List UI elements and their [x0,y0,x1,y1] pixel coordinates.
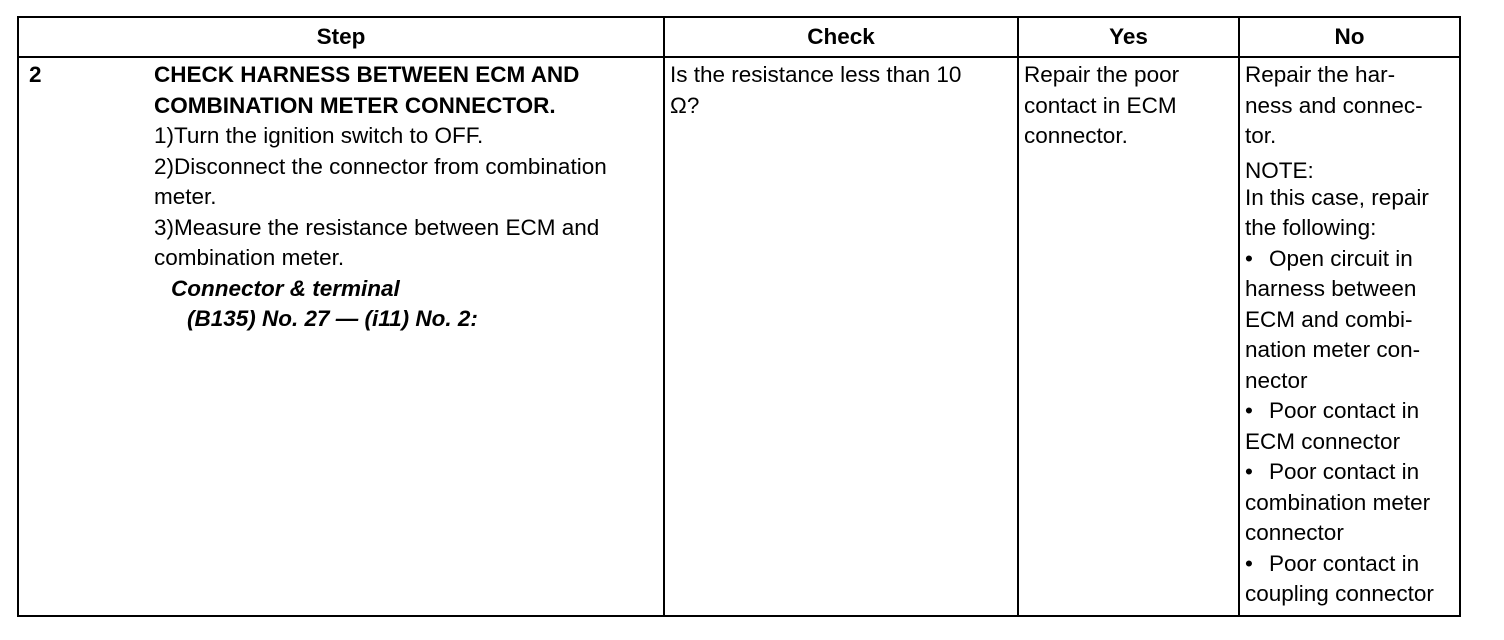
step-title-line: CHECK HARNESS BETWEEN ECM AND [154,62,580,87]
bullet-continuation: ECM and combi- [1245,306,1413,332]
note-title: NOTE: [1245,157,1314,183]
bullet-item [1245,457,1457,488]
step-number: 2 [29,62,42,87]
step-body [154,60,658,335]
bullet-continuation: harness between [1245,276,1417,301]
step-cell [18,57,664,616]
bullet-continuation: nation meter con- [1245,337,1421,362]
bullet-icon [1245,457,1269,488]
bullet-continuation: ECM connector [1245,428,1401,454]
no-line: Repair the har- [1245,62,1396,87]
table-row [18,57,1460,616]
bullet-continuation: combination meter [1245,489,1431,515]
bullet-text: Poor contact in [1269,398,1420,423]
step-title-line: COMBINATION METER CONNECTOR. [154,92,556,118]
yes-line: Repair the poor [1024,62,1180,87]
bullet-continuation: coupling connector [1245,581,1434,606]
bullet-icon [1245,396,1269,427]
yes-line: connector. [1024,123,1128,148]
instruction-line: 2)Disconnect the connector from combination [154,153,607,179]
instruction-line: 3)Measure the resistance between ECM and [154,214,600,240]
header-row [18,17,1460,57]
spec-label: Connector & terminal [171,275,400,301]
bullet-icon [1245,549,1269,580]
check-cell [664,57,1018,616]
header-no: No [1239,17,1460,57]
bullet-text: Poor contact in [1269,550,1420,576]
header-yes: Yes [1018,17,1239,57]
header-check: Check [664,17,1018,57]
instruction-line: combination meter. [154,245,345,270]
check-line: Ω? [670,92,700,118]
bullet-continuation: connector [1245,520,1344,545]
bullet-text: Poor contact in [1269,459,1420,484]
no-line: ness and connec- [1245,92,1423,118]
no-cell [1239,57,1460,616]
bullet-continuation: nector [1245,367,1308,393]
no-line: tor. [1245,123,1277,148]
yes-line: contact in ECM [1024,92,1177,118]
bullet-text: Open circuit in [1269,245,1413,271]
instruction-line: 1)Turn the ignition switch to OFF. [154,123,484,148]
note-line: In this case, repair [1245,184,1429,210]
header-step: Step [18,17,664,57]
bullet-item [1245,396,1457,427]
bullet-item [1245,244,1457,275]
bullet-item [1245,549,1457,580]
diagnostic-table [17,16,1461,617]
bullet-icon [1245,244,1269,275]
yes-cell [1018,57,1239,616]
check-line: Is the resistance less than 10 [670,62,962,87]
spec-value: (B135) No. 27 — (i11) No. 2: [187,306,478,331]
instruction-line: meter. [154,184,217,209]
note-line: the following: [1245,215,1377,240]
